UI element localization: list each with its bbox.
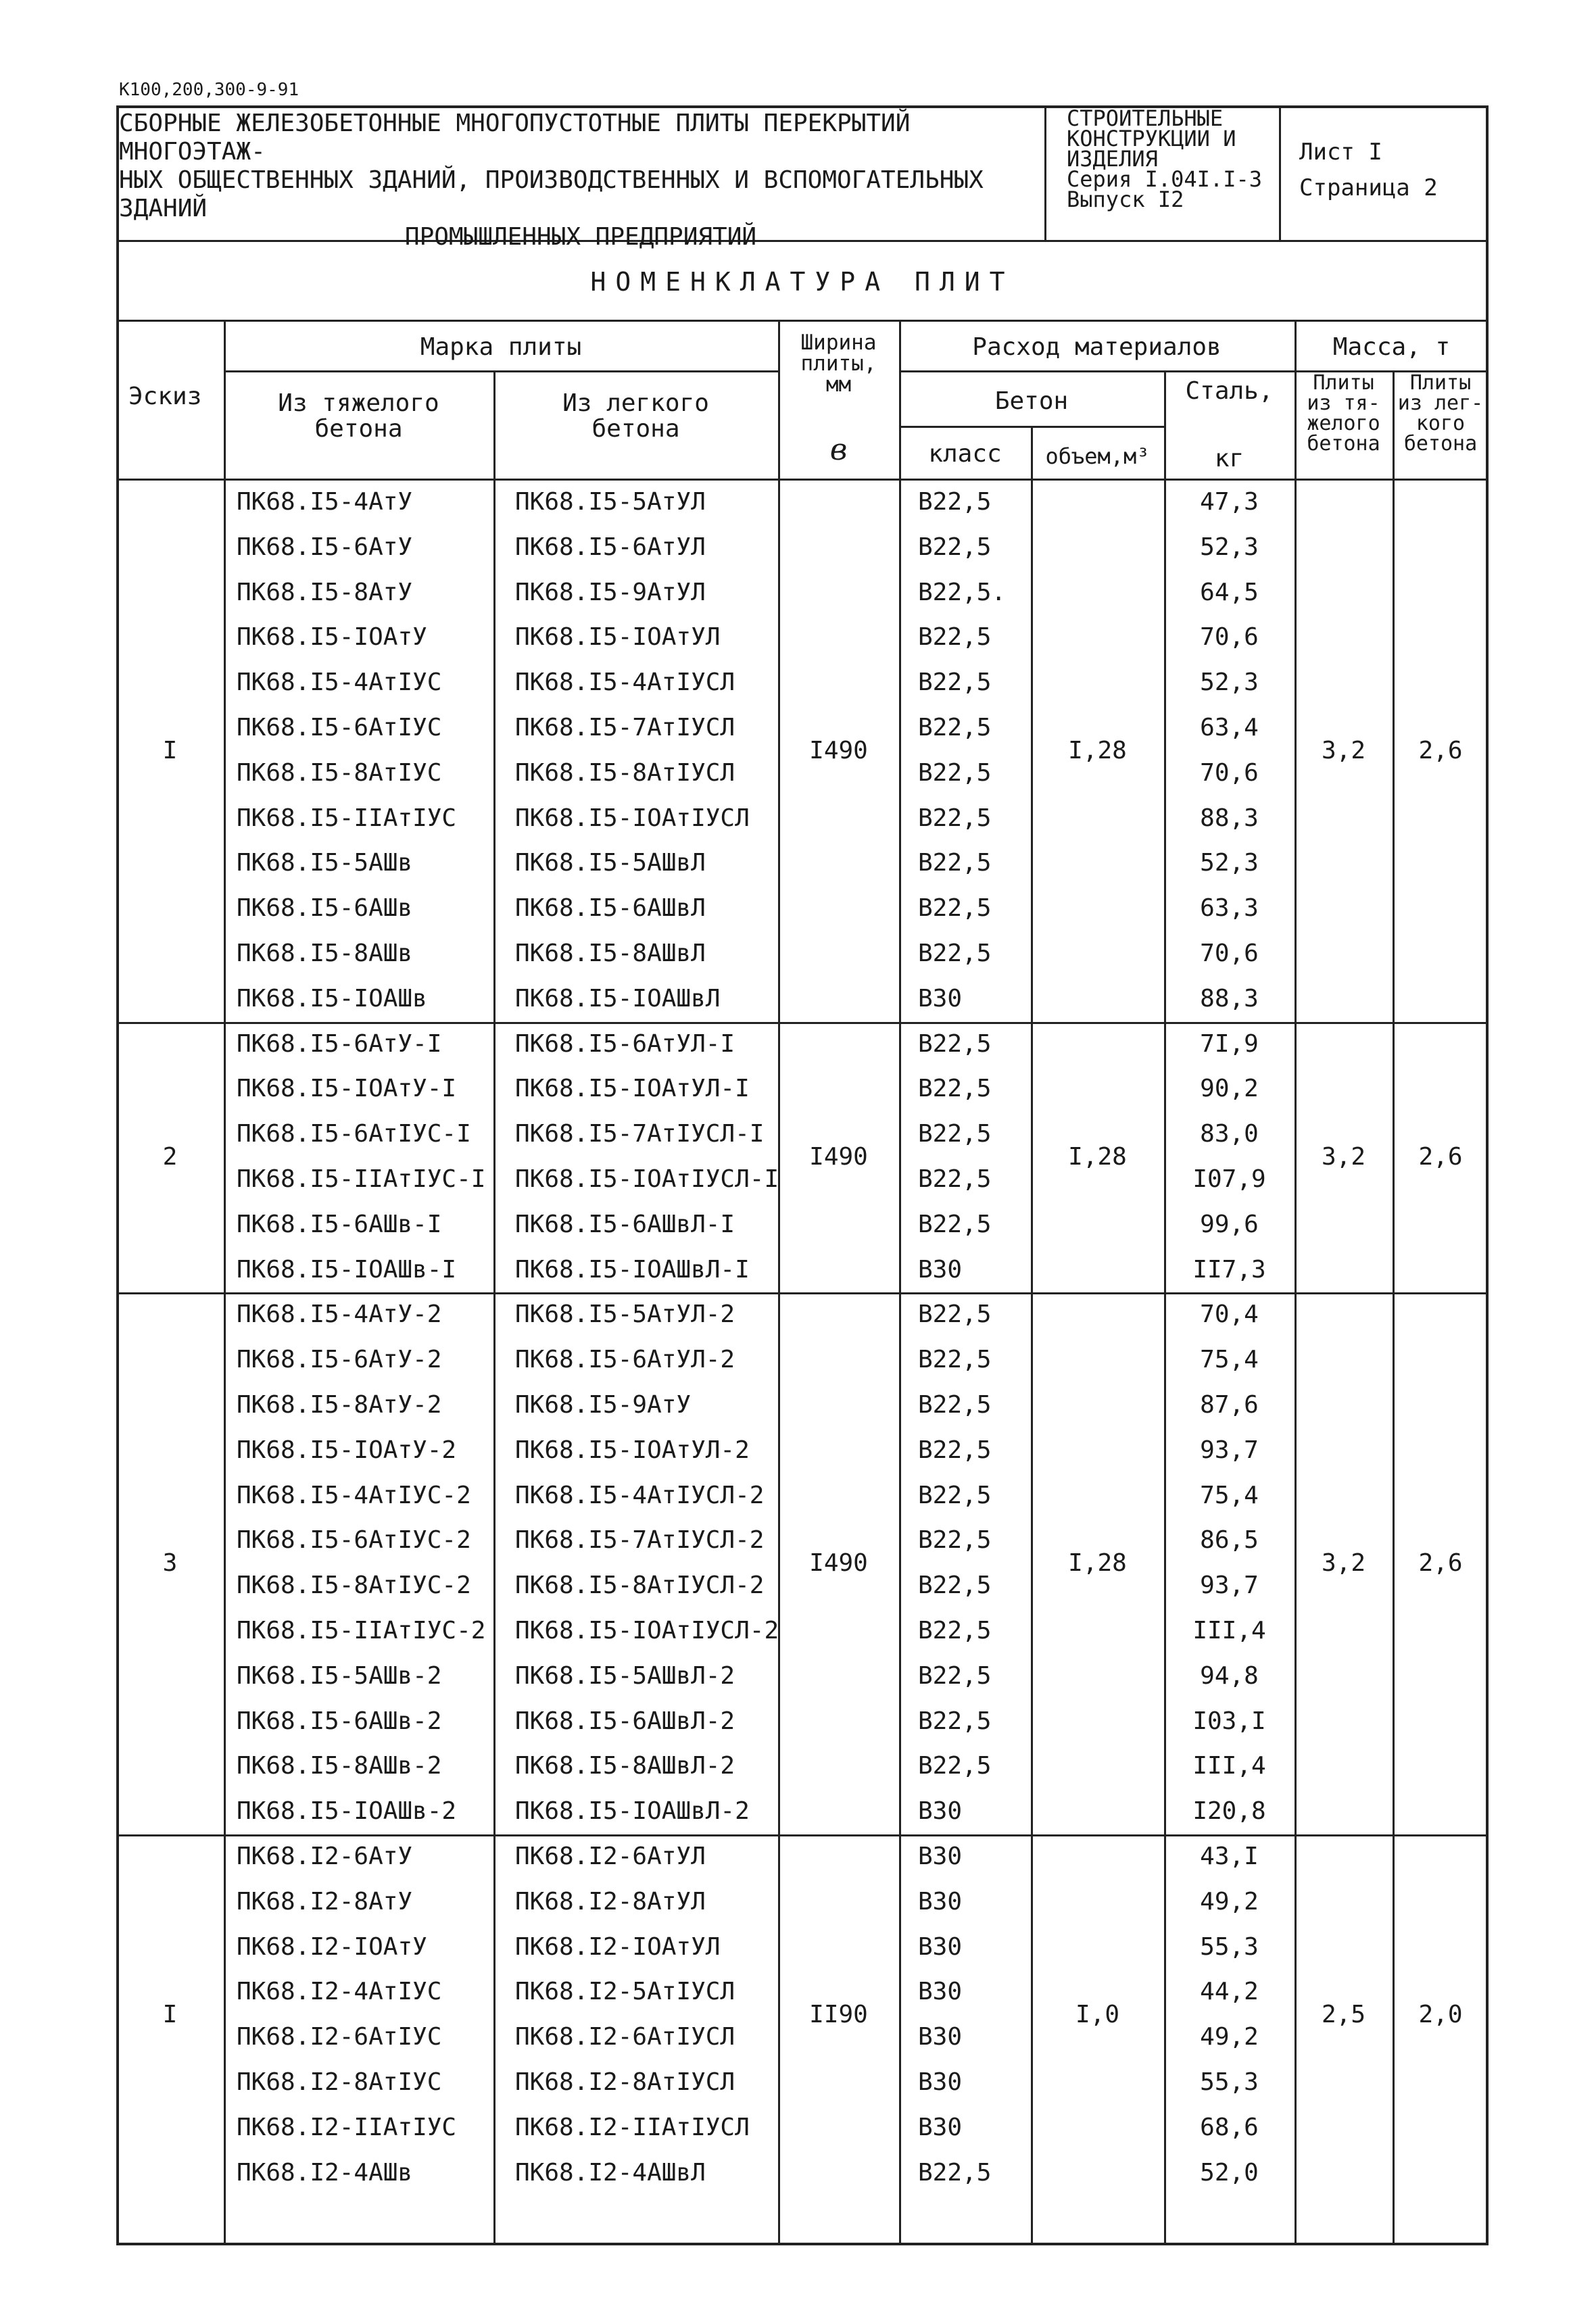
plate-light-concrete: ПК68.I2-6АтУЛ [515,1843,706,1870]
plate-heavy-concrete: ПК68.I5-4АтУ-2 [237,1300,442,1329]
series-line: КОНСТРУКЦИИ И [1067,126,1236,151]
mass-heavy: 2,5 [1321,2001,1366,2029]
steel-consumption: 86,5 [1200,1526,1259,1555]
steel-consumption: 47,3 [1200,488,1259,516]
header-line-text: бетона [1403,432,1478,456]
plate-heavy-concrete: ПК68.I5-8АШв [237,940,413,967]
header-light-concrete [493,391,778,442]
steel-consumption: 70,6 [1200,940,1259,967]
document-title [119,109,1042,251]
steel-consumption: I20,8 [1192,1797,1266,1826]
steel-consumption: III,4 [1192,1617,1266,1644]
concrete-class: В30 [918,1887,963,1916]
plate-light-concrete: ПК68.I5-9АтУЛ [515,578,706,606]
plate-heavy-concrete: ПК68.I5-IОАШв-2 [237,1797,457,1826]
concrete-class: В22,5 [918,1481,992,1509]
header-width [778,333,899,395]
plate-light-concrete: ПК68.I5-IОАтIУСЛ [515,804,750,832]
plate-heavy-concrete: ПК68.I5-IОАтУ-I [237,1075,457,1103]
header-klass: класс [928,440,1002,468]
header-line-text: Плиты [1313,371,1374,395]
header-line-text: из тя- [1307,391,1380,415]
header-line-text: мм [825,372,852,397]
plate-light-concrete: ПК68.I5-5АтУЛ-2 [515,1300,735,1329]
header-line [224,370,778,372]
title-block-divider [1279,105,1281,241]
concrete-class: В30 [918,2068,963,2096]
plate-light-concrete: ПК68.I2-IОАтУЛ [515,1932,721,1961]
header-mass: Масса, т [1332,333,1451,361]
plate-heavy-concrete: ПК68.I5-6АтIУС [237,714,442,741]
mass-light: 2,6 [1418,736,1463,764]
plate-light-concrete: ПК68.I5-9АтУ [515,1391,692,1419]
concrete-class: В22,5 [918,533,992,561]
plate-light-concrete: ПК68.I5-IОАШвЛ-I [515,1255,750,1284]
concrete-class: В22,5 [918,2158,992,2187]
plate-light-concrete: ПК68.I5-6АтУЛ-I [515,1029,735,1058]
issue-number: Выпуск I2 [1067,187,1184,212]
header-line-text: бетона [314,415,403,443]
steel-consumption: 90,2 [1200,1075,1259,1103]
steel-consumption: 75,4 [1200,1346,1259,1374]
plate-heavy-concrete: ПК68.I2-IIАтIУС [237,2113,457,2141]
concrete-class: В22,5 [918,804,992,832]
steel-consumption: 93,7 [1200,1571,1259,1600]
plate-light-concrete: ПК68.I2-8АтIУСЛ [515,2068,735,2096]
steel-consumption: I03,I [1192,1707,1266,1735]
plate-light-concrete: ПК68.I2-4АШвЛ [515,2158,706,2187]
plate-heavy-concrete: ПК68.I5-6АтУ-I [237,1029,442,1058]
plate-heavy-concrete: ПК68.I5-6АШв [237,894,413,923]
column-line [224,320,226,2245]
plate-heavy-concrete: ПК68.I5-8АШв-2 [237,1752,442,1780]
mass-light: 2,6 [1418,1143,1463,1171]
column-line [899,320,901,2245]
plate-heavy-concrete: ПК68.I5-IОАтУ-2 [237,1436,457,1464]
title-block-divider [1044,105,1046,241]
steel-consumption: 68,6 [1200,2113,1259,2141]
header-line-text: Плиты [1409,371,1472,395]
plate-light-concrete: ПК68.I5-7АтIУСЛ-I [515,1120,765,1148]
concrete-class: В30 [918,1797,963,1826]
header-width-symbol: в [829,433,848,467]
series-line: ИЗДЕЛИЯ [1067,146,1158,172]
concrete-class: В22,5 [918,488,992,516]
plate-light-concrete: ПК68.I5-IОАтУЛ-2 [515,1436,750,1464]
concrete-class: В22,5 [918,1300,992,1329]
column-line [778,320,780,2245]
plate-width: I490 [809,736,868,764]
concrete-class: В22,5 [918,1029,992,1058]
plate-heavy-concrete: ПК68.I2-IОАтУ [237,1932,427,1961]
steel-consumption: 93,7 [1200,1436,1259,1464]
steel-consumption: 70,4 [1200,1300,1259,1329]
mass-light: 2,0 [1418,2001,1463,2029]
steel-consumption: II7,3 [1192,1255,1266,1284]
steel-consumption: 88,3 [1200,984,1259,1013]
steel-consumption: 70,6 [1200,758,1259,787]
header-kg: кг [1214,445,1244,472]
plate-heavy-concrete: ПК68.I5-IIАтIУС [237,804,457,832]
concrete-class: В22,5 [918,623,992,652]
concrete-class: В30 [918,2023,963,2051]
eskiz-number: I [162,736,178,764]
concrete-class: В22,5 [918,1661,992,1690]
header-line-text: Из тяжелого [278,389,439,417]
plate-light-concrete: ПК68.I5-8АтIУСЛ [515,758,735,787]
eskiz-number: 2 [162,1143,178,1171]
plate-width: II90 [809,2001,868,2029]
concrete-class: В22,5 [918,940,992,967]
plate-heavy-concrete: ПК68.I2-6АтIУС [237,2023,442,2051]
plate-heavy-concrete: ПК68.I2-8АтIУС [237,2068,442,2096]
concrete-class: В22,5 [918,758,992,787]
steel-consumption: 63,3 [1200,894,1259,923]
concrete-class: В22,5 [918,668,992,697]
plate-heavy-concrete: ПК68.I5-IОАШв-I [237,1255,457,1284]
concrete-class: В22,5 [918,1752,992,1780]
header-line-text: бетона [591,415,680,443]
concrete-volume: I,28 [1068,1143,1127,1171]
mass-heavy: 3,2 [1321,1549,1366,1578]
mass-light: 2,6 [1418,1549,1463,1578]
steel-consumption: 83,0 [1200,1120,1259,1148]
title-line: СБОРНЫЕ ЖЕЛЕЗОБЕТОННЫЕ МНОГОПУСТОТНЫЕ ПЛИТЫ ПЕРЕКРЫТИЙ МНОГОЭТАЖ- [119,109,911,166]
plate-light-concrete: ПК68.I2-8АтУЛ [515,1887,706,1916]
plate-heavy-concrete: ПК68.I5-6АтIУС-I [237,1120,471,1148]
steel-consumption: 52,3 [1200,668,1259,697]
steel-consumption: 44,2 [1200,1978,1259,2006]
concrete-class: В22,5 [918,1120,992,1148]
steel-consumption: 52,0 [1200,2158,1259,2187]
plate-heavy-concrete: ПК68.I5-8АтIУС-2 [237,1571,471,1600]
mass-heavy: 3,2 [1321,1143,1366,1171]
plate-light-concrete: ПК68.I5-5АШвЛ-2 [515,1661,735,1690]
header-steel: Сталь, [1185,377,1274,405]
plate-heavy-concrete: ПК68.I5-6АтУ [237,533,413,561]
concrete-class: В30 [918,1255,963,1284]
plate-width: I490 [809,1143,868,1171]
plate-heavy-concrete: ПК68.I2-6АтУ [237,1843,413,1870]
steel-consumption: 70,6 [1200,623,1259,652]
table-title: НОМЕНКЛАТУРА ПЛИТ [590,267,1015,297]
column-line [1031,426,1033,2245]
concrete-class: В30 [918,984,963,1013]
header-line-text: желого [1307,412,1380,435]
plate-light-concrete: ПК68.I5-4АтIУСЛ-2 [515,1481,765,1509]
header-line-text: бетона [1307,432,1380,456]
document-code: К100,200,300-9-91 [119,80,299,100]
series-number: Серия I.04I.I-3 [1067,166,1262,192]
concrete-volume: I,0 [1075,2001,1120,2029]
page-number: Страница 2 [1299,174,1438,201]
concrete-class: В22,5 [918,1436,992,1464]
concrete-class: В30 [918,1978,963,2006]
title-line: ПРОМЫШЛЕННЫХ ПРЕДПРИЯТИЙ [404,223,757,251]
plate-light-concrete: ПК68.I5-IОАтIУСЛ-2 [515,1617,779,1644]
header-materials: Расход материалов [972,333,1222,361]
plate-heavy-concrete: ПК68.I5-IIАтIУС-I [237,1165,486,1193]
header-line-text: из лег- [1397,391,1484,415]
plate-heavy-concrete: ПК68.I5-6АтУ-2 [237,1346,442,1374]
header-line-text: Из легкого [562,389,709,417]
steel-consumption: 99,6 [1200,1210,1259,1238]
header-line [899,370,1295,372]
plate-heavy-concrete: ПК68.I5-5АШв [237,849,413,877]
concrete-class: В22,5 [918,1210,992,1238]
plate-heavy-concrete: ПК68.I5-8АтУ [237,578,413,606]
plate-light-concrete: ПК68.I5-5АтУЛ [515,488,706,516]
concrete-class: В22,5 [918,1707,992,1735]
table-top-line [116,320,1489,322]
steel-consumption: III,4 [1192,1752,1266,1780]
plate-light-concrete: ПК68.I5-IОАтУЛ-I [515,1075,750,1103]
concrete-class: В22,5. [918,578,1007,606]
series-line: СТРОИТЕЛЬНЫЕ [1067,105,1224,131]
header-mass-light [1393,373,1489,454]
header-line-text: Ширина [800,331,877,355]
concrete-class: В22,5 [918,1346,992,1374]
plate-heavy-concrete: ПК68.I5-8АтУ-2 [237,1391,442,1419]
plate-heavy-concrete: ПК68.I5-4АтУ [237,488,413,516]
concrete-class: В22,5 [918,894,992,923]
steel-consumption: 43,I [1200,1843,1259,1870]
concrete-volume: I,28 [1068,1549,1127,1578]
steel-consumption: 49,2 [1200,1887,1259,1916]
plate-heavy-concrete: ПК68.I5-8АтIУС [237,758,442,787]
plate-light-concrete: ПК68.I5-6АШвЛ-I [515,1210,735,1238]
steel-consumption: 63,4 [1200,714,1259,741]
title-line: НЫХ ОБЩЕСТВЕННЫХ ЗДАНИЙ, ПРОИЗВОДСТВЕННЫХ И ВСПОМОГАТЕЛЬНЫХ ЗДАНИЙ [119,166,984,222]
plate-light-concrete: ПК68.I5-8АШвЛ-2 [515,1752,735,1780]
concrete-class: В22,5 [918,1075,992,1103]
plate-light-concrete: ПК68.I2-5АтIУСЛ [515,1978,735,2006]
plate-light-concrete: ПК68.I5-7АтIУСЛ [515,714,735,741]
header-beton: Бетон [994,387,1069,415]
plate-light-concrete: ПК68.I5-5АШвЛ [515,849,706,877]
column-line [493,370,495,2245]
plate-light-concrete: ПК68.I5-6АШвЛ-2 [515,1707,735,1735]
steel-consumption: I07,9 [1192,1165,1266,1193]
plate-heavy-concrete: ПК68.I5-5АШв-2 [237,1661,442,1690]
plate-light-concrete: ПК68.I5-IОАШвЛ [515,984,721,1013]
plate-heavy-concrete: ПК68.I5-4АтIУС [237,668,442,697]
plate-heavy-concrete: ПК68.I2-4АтIУС [237,1978,442,2006]
plate-light-concrete: ПК68.I5-IОАтIУСЛ-I [515,1165,779,1193]
concrete-class: В22,5 [918,1526,992,1555]
plate-light-concrete: ПК68.I5-IОАтУЛ [515,623,721,652]
header-mass-heavy [1295,373,1393,454]
plate-light-concrete: ПК68.I2-IIАтIУСЛ [515,2113,750,2141]
eskiz-number: I [162,2001,178,2029]
plate-width: I490 [809,1549,868,1578]
column-line [1393,370,1395,2245]
plate-heavy-concrete: ПК68.I5-IIАтIУС-2 [237,1617,486,1644]
plate-light-concrete: ПК68.I5-6АтУЛ-2 [515,1346,735,1374]
steel-consumption: 7I,9 [1200,1029,1259,1058]
concrete-class: В30 [918,2113,963,2141]
plate-light-concrete: ПК68.I5-7АтIУСЛ-2 [515,1526,765,1555]
header-marka: Марка плиты [420,333,582,361]
steel-consumption: 75,4 [1200,1481,1259,1509]
plate-light-concrete: ПК68.I5-8АШвЛ [515,940,706,967]
concrete-class: В22,5 [918,714,992,741]
header-heavy-concrete [224,391,493,442]
steel-consumption: 49,2 [1200,2023,1259,2051]
eskiz-number: 3 [162,1549,178,1578]
plate-heavy-concrete: ПК68.I5-IОАтУ [237,623,427,652]
plate-light-concrete: ПК68.I2-6АтIУСЛ [515,2023,735,2051]
plate-light-concrete: ПК68.I5-IОАШвЛ-2 [515,1797,750,1826]
plate-light-concrete: ПК68.I5-4АтIУСЛ [515,668,735,697]
plate-light-concrete: ПК68.I5-6АШвЛ [515,894,706,923]
steel-consumption: 52,3 [1200,849,1259,877]
plate-heavy-concrete: ПК68.I5-6АтIУС-2 [237,1526,471,1555]
steel-consumption: 55,3 [1200,2068,1259,2096]
concrete-class: В22,5 [918,849,992,877]
header-line-text: кого [1416,412,1466,435]
plate-light-concrete: ПК68.I5-8АтIУСЛ-2 [515,1571,765,1600]
plate-heavy-concrete: ПК68.I5-6АШв-I [237,1210,442,1238]
concrete-class: В30 [918,1843,963,1870]
concrete-volume: I,28 [1068,736,1127,764]
mass-heavy: 3,2 [1321,736,1366,764]
steel-consumption: 87,6 [1200,1391,1259,1419]
concrete-class: В22,5 [918,1165,992,1193]
header-volume: объем,м³ [1045,443,1150,469]
series-info [1067,105,1278,212]
concrete-class: В30 [918,1932,963,1961]
sheet-number: Лист I [1299,139,1382,166]
steel-consumption: 64,5 [1200,578,1259,606]
concrete-class: В22,5 [918,1617,992,1644]
plate-heavy-concrete: ПК68.I5-6АШв-2 [237,1707,442,1735]
header-line-text: плиты, [800,351,877,376]
plate-heavy-concrete: ПК68.I2-4АШв [237,2158,413,2187]
plate-light-concrete: ПК68.I5-6АтУЛ [515,533,706,561]
concrete-class: В22,5 [918,1391,992,1419]
header-eskiz: Эскиз [128,383,202,410]
steel-consumption: 94,8 [1200,1661,1259,1690]
steel-consumption: 52,3 [1200,533,1259,561]
column-line [1295,320,1297,2245]
plate-heavy-concrete: ПК68.I5-IОАШв [237,984,427,1013]
steel-consumption: 88,3 [1200,804,1259,832]
concrete-class: В22,5 [918,1571,992,1600]
steel-consumption: 55,3 [1200,1932,1259,1961]
plate-heavy-concrete: ПК68.I5-4АтIУС-2 [237,1481,471,1509]
plate-heavy-concrete: ПК68.I2-8АтУ [237,1887,413,1916]
